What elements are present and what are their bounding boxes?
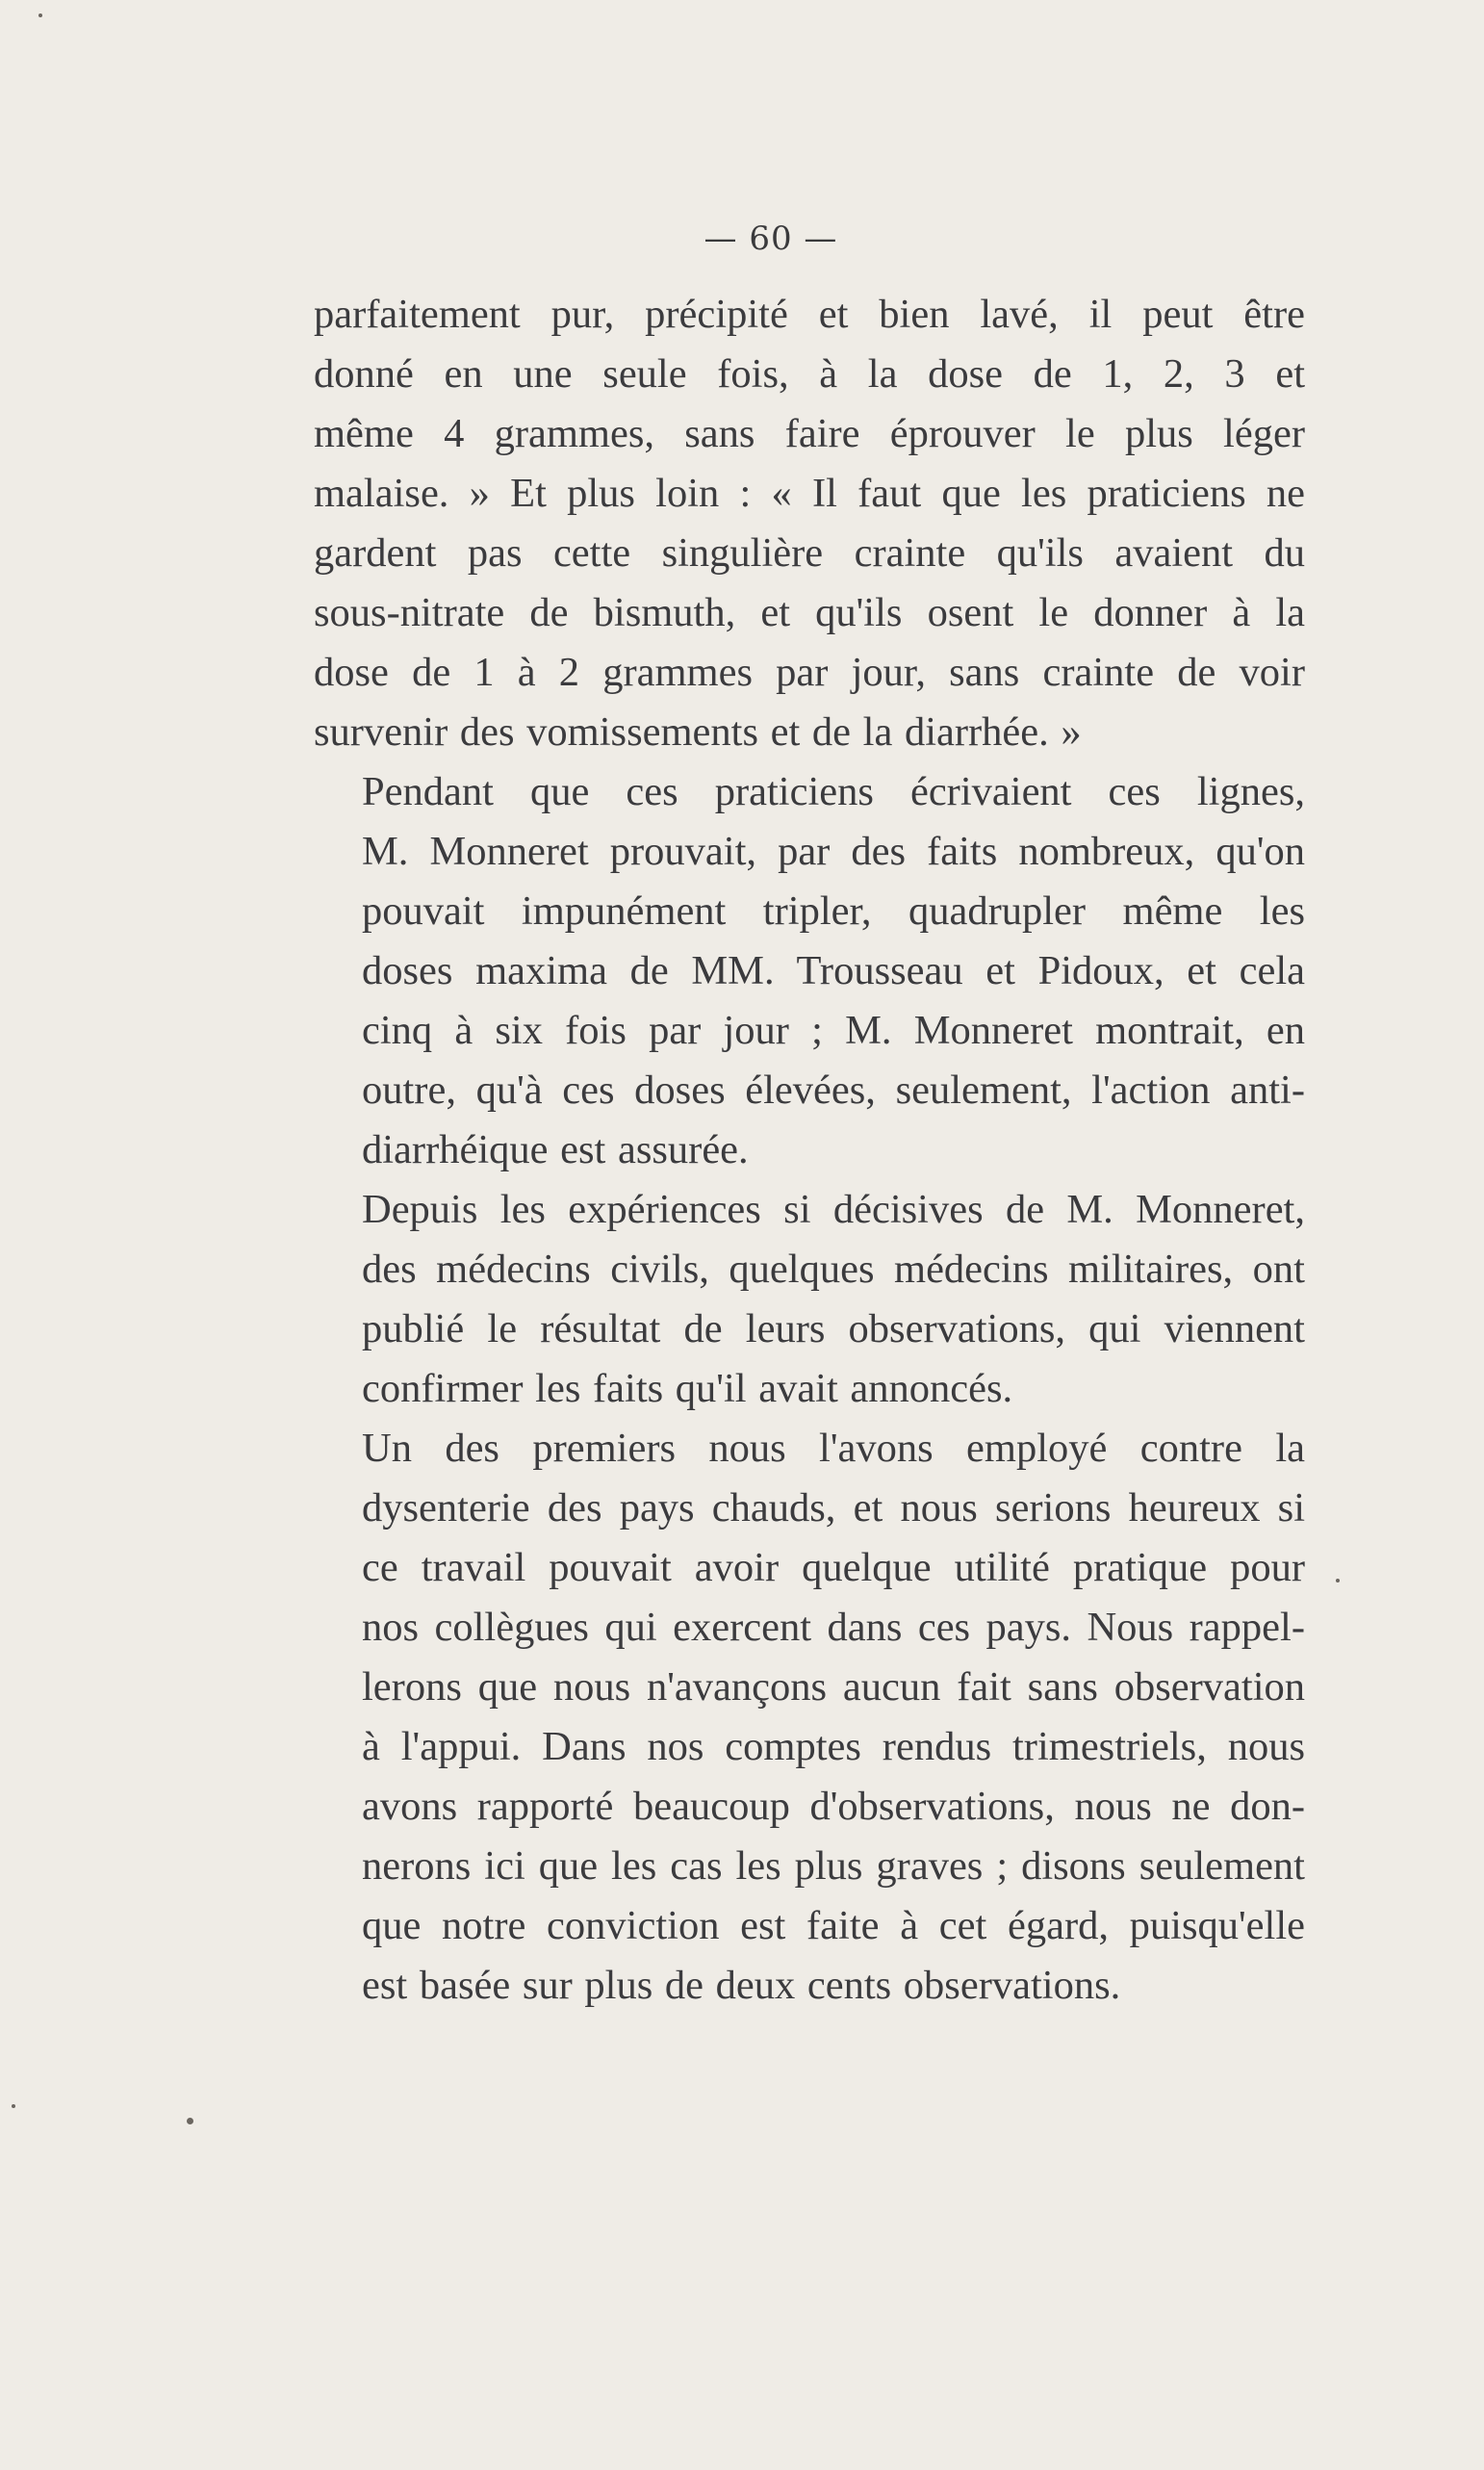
text-line: Pendant que ces praticiens écrivaient ces lignes, xyxy=(362,769,1305,814)
text-line: dose de 1 à 2 grammes par jour, sans crainte de voir xyxy=(314,650,1305,695)
paper-speck xyxy=(187,2118,193,2124)
text-line: publié le résultat de leurs observations, qui viennent xyxy=(362,1306,1305,1351)
text-line: est basée sur plus de deux cents observations. xyxy=(362,1963,1121,2008)
paper-speck xyxy=(38,13,42,17)
text-line: à l'appui. Dans nos comptes rendus trimestriels, nous xyxy=(362,1724,1305,1769)
paragraph xyxy=(314,762,1305,1180)
text-line: donné en une seule fois, à la dose de 1, 2, 3 et xyxy=(314,351,1305,397)
text-line: survenir des vomissements et de la diarrhée. » xyxy=(314,709,1082,755)
text-line: diarrhéique est assurée. xyxy=(362,1127,749,1172)
paragraph xyxy=(314,285,1305,762)
text-line: nerons ici que les cas les plus graves ; disons seulement xyxy=(362,1843,1305,1889)
text-line: Un des premiers nous l'avons employé contre la xyxy=(362,1426,1305,1471)
body-text xyxy=(314,285,1305,2016)
text-line: doses maxima de MM. Trousseau et Pidoux, et cela xyxy=(362,948,1305,993)
text-line: outre, qu'à ces doses élevées, seulement, l'action anti- xyxy=(362,1068,1305,1113)
text-line: sous-nitrate de bismuth, et qu'ils osent le donner à la xyxy=(314,590,1305,635)
text-line: lerons que nous n'avançons aucun fait sans observation xyxy=(362,1664,1305,1710)
text-line: ce travail pouvait avoir quelque utilité pratique pour xyxy=(362,1545,1305,1590)
paper-speck xyxy=(1336,1579,1340,1582)
text-line: que notre conviction est faite à cet égard, puisqu'elle xyxy=(362,1903,1305,1948)
text-line: M. Monneret prouvait, par des faits nombreux, qu'on xyxy=(362,829,1305,874)
text-line: Depuis les expériences si décisives de M. Monneret, xyxy=(362,1187,1305,1232)
text-line: des médecins civils, quelques médecins militaires, ont xyxy=(362,1247,1305,1292)
paper-speck xyxy=(12,2104,15,2108)
text-line: même 4 grammes, sans faire éprouver le plus léger xyxy=(314,411,1305,456)
text-line: pouvait impunément tripler, quadrupler même les xyxy=(362,888,1305,934)
page-number: — 60 — xyxy=(704,219,838,258)
text-line: malaise. » Et plus loin : « Il faut que les praticiens ne xyxy=(314,471,1305,516)
text-line: nos collègues qui exercent dans ces pays. Nous rappel- xyxy=(362,1605,1305,1650)
text-line: confirmer les faits qu'il avait annoncés. xyxy=(362,1366,1013,1411)
text-line: gardent pas cette singulière crainte qu'ils avaient du xyxy=(314,530,1305,576)
paragraph xyxy=(314,1180,1305,1419)
text-line: dysenterie des pays chauds, et nous serions heureux si xyxy=(362,1485,1305,1531)
text-line: avons rapporté beaucoup d'observations, nous ne don- xyxy=(362,1784,1305,1829)
text-line: parfaitement pur, précipité et bien lavé, il peut être xyxy=(314,292,1305,337)
text-line: cinq à six fois par jour ; M. Monneret montrait, en xyxy=(362,1008,1305,1053)
paragraph xyxy=(314,1419,1305,2016)
